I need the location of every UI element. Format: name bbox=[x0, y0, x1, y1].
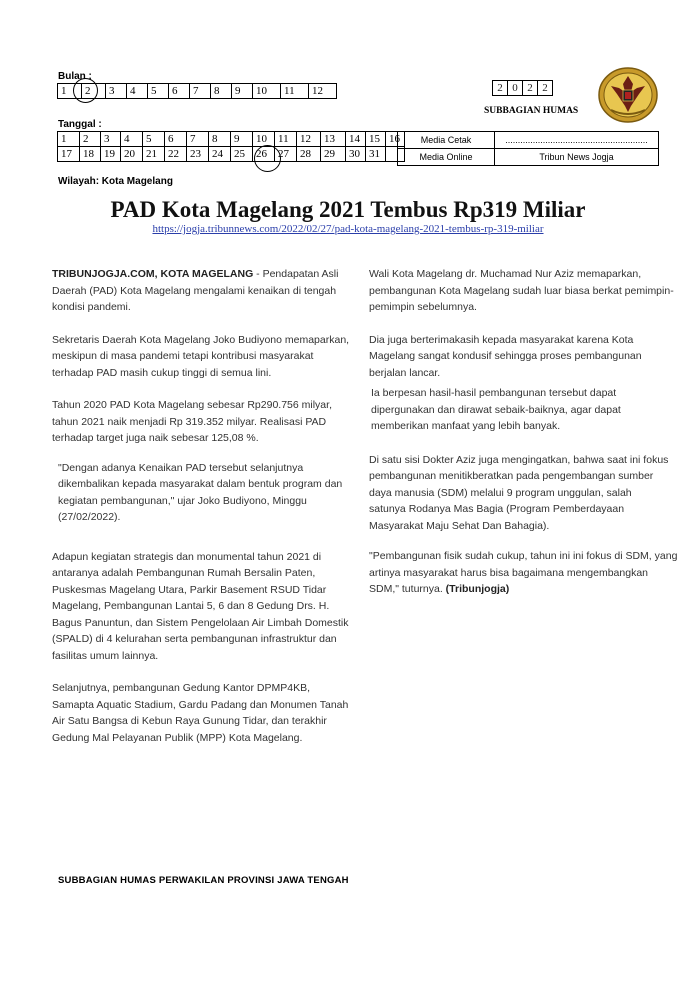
month-cell: 11 bbox=[281, 84, 309, 99]
month-cell: 4 bbox=[127, 84, 148, 99]
article-paragraph: Di satu sisi Dokter Aziz juga mengingatkan, bahwa saat ini fokus pembangunan menitikberatkan pada pengembangan sumber daya manusia (SDM) melalui 9 program unggulan, salah satunya Rodanya Mas Bagia (Program Pemberdayaan Masyarakat Maju Sehat Dan Bahagia). bbox=[369, 453, 669, 532]
date-cell: 10 bbox=[253, 132, 275, 147]
date-cell: 15 bbox=[366, 132, 386, 147]
year-digit: 0 bbox=[507, 80, 523, 96]
article-paragraph: "Dengan adanya Kenaikan PAD tersebut selanjutnya dikembalikan kepada masyarakat dalam bentuk program dan kegiatan pembangunan," ujar Joko Budiyono, Minggu (27/02/2022). bbox=[58, 461, 343, 523]
month-cell: 3 bbox=[106, 84, 127, 99]
date-cell: 21 bbox=[143, 147, 165, 162]
article-right-column bbox=[369, 266, 679, 598]
garuda-emblem-icon bbox=[597, 66, 659, 124]
date-grid bbox=[57, 131, 405, 162]
month-cell: 9 bbox=[232, 84, 253, 99]
date-cell-selected: 27 bbox=[275, 147, 297, 162]
month-cell: 6 bbox=[169, 84, 190, 99]
article-paragraph: TRIBUNJOGJA.COM, KOTA MAGELANG - Pendapatan Asli Daerah (PAD) Kota Magelang mengalami kenaikan di tengah kondisi pandemi. bbox=[52, 268, 339, 313]
footer-label: SUBBAGIAN HUMAS PERWAKILAN PROVINSI JAWA TENGAH bbox=[58, 875, 349, 886]
date-cell: 31 bbox=[366, 147, 386, 162]
article-url-link[interactable]: https://jogja.tribunnews.com/2022/02/27/pad-kota-magelang-2021-tembus-rp-319-miliar bbox=[152, 223, 544, 235]
date-cell: 11 bbox=[275, 132, 297, 147]
date-cell: 6 bbox=[165, 132, 187, 147]
date-cell: 4 bbox=[121, 132, 143, 147]
date-cell: 30 bbox=[346, 147, 366, 162]
media-row bbox=[398, 132, 659, 149]
date-cell: 12 bbox=[297, 132, 321, 147]
wilayah-label: Wilayah: Kota Magelang bbox=[58, 176, 173, 187]
media-table bbox=[397, 131, 659, 166]
media-row bbox=[398, 149, 659, 166]
date-cell: 22 bbox=[165, 147, 187, 162]
date-cell: 26 bbox=[253, 147, 275, 162]
month-cell: 8 bbox=[211, 84, 232, 99]
media-label: Media Online bbox=[398, 149, 495, 166]
source-tag: (Tribunjogja) bbox=[445, 583, 510, 595]
year-boxes bbox=[492, 80, 552, 96]
date-cell: 5 bbox=[143, 132, 165, 147]
media-label: Media Cetak bbox=[398, 132, 495, 149]
date-cell: 8 bbox=[209, 132, 231, 147]
month-cell: 10 bbox=[253, 84, 281, 99]
month-cell: 1 bbox=[58, 84, 82, 99]
article-paragraph: Selanjutnya, pembangunan Gedung Kantor DPMP4KB, Samapta Aquatic Stadium, Gardu Padang dan Monumen Tanah Air Satu Bangsa di Kebun Raya Gunung Tidar, dan terakhir Gedung Mal Pelayanan Publik (MPP) Kota Magelang. bbox=[52, 682, 349, 744]
date-cell: 29 bbox=[321, 147, 346, 162]
date-cell: 7 bbox=[187, 132, 209, 147]
selected-month-circle bbox=[73, 78, 98, 103]
article-paragraph: Wali Kota Magelang dr. Muchamad Nur Aziz memaparkan, pembangunan Kota Magelang sudah luar biasa berkat pemimpin-pemimpin sebelumnya. bbox=[369, 268, 674, 313]
date-cell: 20 bbox=[121, 147, 143, 162]
article-paragraph: Sekretaris Daerah Kota Magelang Joko Budiyono memaparkan, meskipun di masa pandemi tetapi kontribusi masyarakat terhadap PAD masih cukup tinggi di semua lini. bbox=[52, 333, 350, 379]
date-cell: 16 bbox=[386, 132, 405, 147]
article-paragraph: Tahun 2020 PAD Kota Magelang sebesar Rp290.756 milyar, tahun 2021 naik menjadi Rp 319.352 milyar. Realisasi PAD terhadap target juga naik sebesar 125,08 %. bbox=[52, 399, 332, 444]
media-value: Tribun News Jogja bbox=[495, 149, 659, 166]
media-value: ......................................................... bbox=[495, 132, 659, 149]
date-cell: 13 bbox=[321, 132, 346, 147]
date-cell: 23 bbox=[187, 147, 209, 162]
article-left-column bbox=[52, 266, 352, 746]
date-cell: 14 bbox=[346, 132, 366, 147]
date-cell: 24 bbox=[209, 147, 231, 162]
date-cell: 2 bbox=[80, 132, 101, 147]
month-grid bbox=[57, 83, 337, 99]
tanggal-label: Tanggal : bbox=[58, 119, 102, 130]
dept-label: SUBBAGIAN HUMAS bbox=[484, 106, 579, 116]
selected-date-circle bbox=[254, 145, 281, 172]
bulan-label: Bulan : bbox=[58, 71, 92, 82]
year-digit: 2 bbox=[522, 80, 538, 96]
date-cell: 18 bbox=[80, 147, 101, 162]
month-cell: 12 bbox=[309, 84, 337, 99]
article-paragraph: Ia berpesan hasil-hasil pembangunan tersebut dapat dipergunakan dan dirawat sebaik-baiknya, agar dapat memberikan manfaat yang lebih banyak. bbox=[371, 387, 621, 432]
date-cell: 9 bbox=[231, 132, 253, 147]
year-digit: 2 bbox=[537, 80, 553, 96]
date-cell: 19 bbox=[101, 147, 121, 162]
date-cell: 1 bbox=[58, 132, 80, 147]
article-paragraph: Adapun kegiatan strategis dan monumental tahun 2021 di antaranya adalah Pembangunan Rumah Bersalin Paten, Puskesmas Magelang Utara, Parkir Basement RSUD Tidar Magelang, Pembangunan Lantai 5, 6 dan 8 Gedung Drs. H. Bagus Panuntun, dan Sistem Pengelolaan Air Limbah Domestik (SPALD) di 4 kelurahan serta pembangunan infrastruktur dan fasilitas umum lainnya. bbox=[52, 550, 349, 662]
date-cell: 3 bbox=[101, 132, 121, 147]
month-cell: 7 bbox=[190, 84, 211, 99]
dateline: TRIBUNJOGJA.COM, KOTA MAGELANG bbox=[52, 268, 254, 280]
year-digit: 2 bbox=[492, 80, 508, 96]
article-paragraph: Dia juga berterimakasih kepada masyarakat karena Kota Magelang sangat kondusif sehingga proses pembangunan berjalan lancar. bbox=[369, 333, 642, 379]
date-cell: 28 bbox=[297, 147, 321, 162]
date-cell: 25 bbox=[231, 147, 253, 162]
date-cell: 17 bbox=[58, 147, 80, 162]
article-paragraph: "Pembangunan fisik sudah cukup, tahun ini ini fokus di SDM, yang artinya masyarakat harus bisa bagaimana mengembangkan SDM," tuturnya. (Tribunjogja) bbox=[369, 550, 678, 595]
month-cell: 5 bbox=[148, 84, 169, 99]
month-cell-selected: 2 bbox=[82, 84, 106, 99]
article-title: PAD Kota Magelang 2021 Tembus Rp319 Miliar bbox=[110, 197, 586, 222]
